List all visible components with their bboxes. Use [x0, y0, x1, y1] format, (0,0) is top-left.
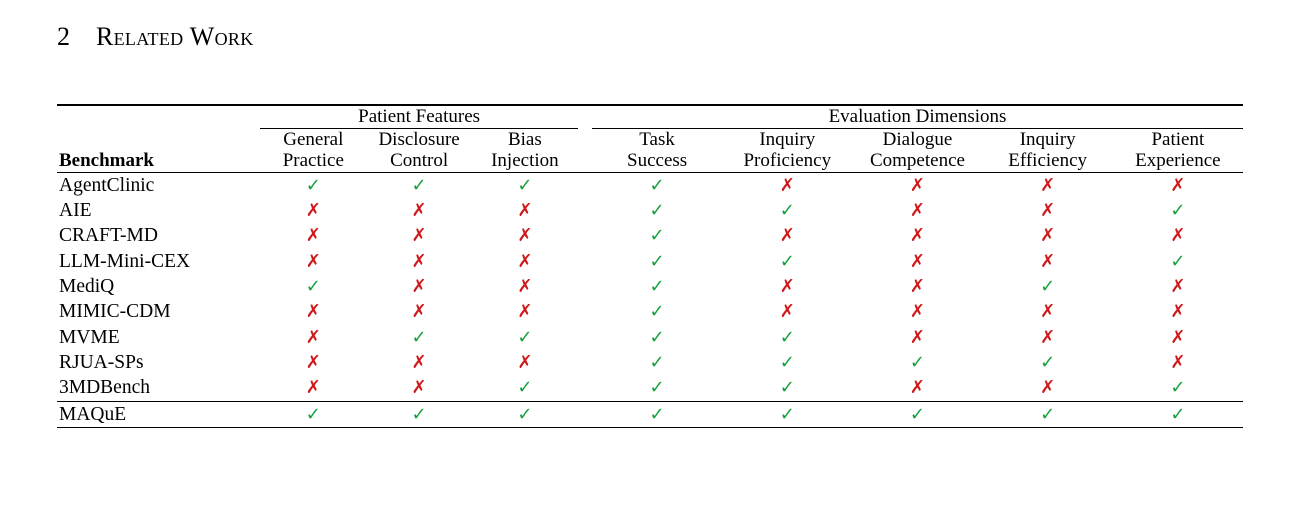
row-label: RJUA-SPs — [59, 351, 144, 373]
cross-icon: ✗ — [1170, 275, 1186, 297]
cell-3mdbench-task-success — [592, 375, 722, 401]
table-row-ours — [57, 402, 1243, 428]
cell-rjua-sps-inquiry-efficiency — [983, 350, 1113, 375]
cell-maque-inquiry-proficiency — [722, 402, 852, 428]
check-icon: ✓ — [649, 377, 665, 399]
cross-icon: ✗ — [909, 326, 926, 348]
table-body — [57, 105, 1243, 428]
cell-craft-md-disclosure-control — [366, 223, 472, 248]
column-header-inquiry-proficiency: Inquiry Proficiency — [743, 129, 832, 172]
column-header-inquiry-efficiency: Inquiry Efficiency — [1008, 129, 1088, 172]
cell-llm-mini-cex-inquiry-efficiency — [983, 249, 1113, 274]
cross-icon: ✗ — [411, 275, 427, 297]
cell-maque-inquiry-efficiency — [983, 402, 1113, 428]
cell-mimic-cdm-disclosure-control — [366, 299, 472, 324]
cell-llm-mini-cex-patient-experience — [1113, 249, 1243, 274]
cross-icon: ✗ — [1040, 250, 1056, 272]
check-icon: ✓ — [779, 250, 795, 272]
cell-craft-md-general-practice — [260, 223, 366, 248]
cross-icon: ✗ — [1170, 351, 1186, 373]
cell-aie-inquiry-proficiency — [722, 198, 852, 223]
cell-mvme-bias-injection — [472, 325, 578, 350]
page-title: Related Work — [96, 22, 254, 51]
cell-craft-md-bias-injection — [472, 223, 578, 248]
row-label: CRAFT-MD — [59, 225, 158, 247]
group-header-row — [57, 106, 1243, 129]
check-icon: ✓ — [1170, 403, 1186, 425]
cell-agentclinic-inquiry-proficiency — [722, 173, 852, 198]
cell-mimic-cdm-patient-experience — [1113, 299, 1243, 324]
check-icon: ✓ — [517, 326, 533, 348]
cross-icon: ✗ — [411, 377, 427, 399]
column-header-dialogue-competence: Dialogue Competence — [869, 129, 965, 172]
cell-mediq-inquiry-proficiency — [722, 274, 852, 299]
cell-mvme-inquiry-efficiency — [983, 325, 1113, 350]
column-header-task-success: Task Success — [627, 129, 688, 172]
cell-mvme-patient-experience — [1113, 325, 1243, 350]
cell-agentclinic-bias-injection — [472, 173, 578, 198]
column-header-disclosure-control: Disclosure Control — [378, 129, 460, 172]
table-row — [57, 223, 1243, 248]
cross-icon: ✗ — [779, 225, 795, 247]
check-icon: ✓ — [305, 403, 321, 425]
cell-aie-dialogue-competence — [852, 198, 982, 223]
cell-3mdbench-general-practice — [260, 375, 366, 401]
row-label: LLM-Mini-CEX — [59, 250, 191, 272]
cell-craft-md-dialogue-competence — [852, 223, 982, 248]
cross-icon: ✗ — [1170, 174, 1186, 196]
cell-maque-disclosure-control — [366, 402, 472, 428]
cell-rjua-sps-disclosure-control — [366, 350, 472, 375]
cell-3mdbench-disclosure-control — [366, 375, 472, 401]
row-label: MediQ — [59, 275, 115, 297]
table-bottom-rule — [57, 427, 1243, 428]
check-icon: ✓ — [305, 174, 321, 196]
cell-rjua-sps-inquiry-proficiency — [722, 350, 852, 375]
row-label: 3MDBench — [59, 377, 150, 399]
cross-icon: ✗ — [1040, 225, 1056, 247]
group-header-patient-features: Patient Features — [358, 106, 481, 127]
cross-icon: ✗ — [411, 351, 427, 373]
check-icon: ✓ — [649, 326, 665, 348]
cell-mediq-task-success — [592, 274, 722, 299]
cell-mediq-inquiry-efficiency — [983, 274, 1113, 299]
cell-agentclinic-general-practice — [260, 173, 366, 198]
check-icon: ✓ — [1170, 377, 1186, 399]
cell-craft-md-inquiry-proficiency — [722, 223, 852, 248]
check-icon: ✓ — [517, 403, 533, 425]
comparison-table — [57, 104, 1243, 428]
cross-icon: ✗ — [1040, 377, 1056, 399]
column-header-general-practice: General Practice — [282, 129, 344, 172]
cell-maque-patient-experience — [1113, 402, 1243, 428]
cross-icon: ✗ — [305, 377, 321, 399]
cell-mvme-inquiry-proficiency — [722, 325, 852, 350]
column-header-row — [57, 129, 1243, 172]
cell-aie-patient-experience — [1113, 198, 1243, 223]
cross-icon: ✗ — [305, 199, 321, 221]
table-row — [57, 350, 1243, 375]
check-icon: ✓ — [909, 351, 926, 373]
check-icon: ✓ — [649, 275, 665, 297]
cell-3mdbench-patient-experience — [1113, 375, 1243, 401]
row-label: MIMIC-CDM — [59, 301, 171, 323]
cell-agentclinic-inquiry-efficiency — [983, 173, 1113, 198]
cross-icon: ✗ — [305, 250, 321, 272]
cell-3mdbench-inquiry-efficiency — [983, 375, 1113, 401]
cell-maque-bias-injection — [472, 402, 578, 428]
cell-3mdbench-dialogue-competence — [852, 375, 982, 401]
column-header-benchmark: Benchmark — [59, 150, 154, 172]
cell-3mdbench-inquiry-proficiency — [722, 375, 852, 401]
cell-mediq-disclosure-control — [366, 274, 472, 299]
cell-mvme-disclosure-control — [366, 325, 472, 350]
cell-mediq-patient-experience — [1113, 274, 1243, 299]
cell-mimic-cdm-inquiry-proficiency — [722, 299, 852, 324]
cell-mediq-general-practice — [260, 274, 366, 299]
cell-agentclinic-dialogue-competence — [852, 173, 982, 198]
cross-icon: ✗ — [517, 199, 533, 221]
cell-aie-general-practice — [260, 198, 366, 223]
table-row — [57, 173, 1243, 198]
cell-aie-bias-injection — [472, 198, 578, 223]
cell-rjua-sps-general-practice — [260, 350, 366, 375]
check-icon: ✓ — [517, 174, 533, 196]
section-heading — [57, 22, 254, 52]
group-header-gap — [578, 106, 592, 129]
cross-icon: ✗ — [517, 275, 533, 297]
cross-icon: ✗ — [1040, 199, 1056, 221]
cross-icon: ✗ — [305, 225, 321, 247]
cell-rjua-sps-task-success — [592, 350, 722, 375]
cell-aie-disclosure-control — [366, 198, 472, 223]
check-icon: ✓ — [649, 250, 665, 272]
cell-maque-task-success — [592, 402, 722, 428]
cross-icon: ✗ — [1040, 326, 1056, 348]
check-icon: ✓ — [779, 199, 795, 221]
check-icon: ✓ — [1170, 199, 1186, 221]
cross-icon: ✗ — [1040, 174, 1056, 196]
cross-icon: ✗ — [779, 275, 795, 297]
check-icon: ✓ — [1170, 250, 1186, 272]
cross-icon: ✗ — [411, 199, 427, 221]
table-row — [57, 325, 1243, 350]
check-icon: ✓ — [779, 377, 795, 399]
check-icon: ✓ — [649, 351, 665, 373]
cross-icon: ✗ — [411, 301, 427, 323]
cross-icon: ✗ — [517, 225, 533, 247]
cell-mvme-task-success — [592, 325, 722, 350]
section-number: 2 — [57, 22, 70, 51]
cell-3mdbench-bias-injection — [472, 375, 578, 401]
cross-icon: ✗ — [779, 301, 795, 323]
table-row — [57, 198, 1243, 223]
check-icon: ✓ — [305, 275, 321, 297]
check-icon: ✓ — [779, 403, 795, 425]
cross-icon: ✗ — [909, 377, 926, 399]
row-label: MVME — [59, 326, 120, 348]
cross-icon: ✗ — [517, 250, 533, 272]
table-row — [57, 299, 1243, 324]
group-header-evaluation-dimensions: Evaluation Dimensions — [828, 106, 1007, 127]
cell-llm-mini-cex-task-success — [592, 249, 722, 274]
row-label-ours: MAQuE — [59, 403, 127, 425]
cell-llm-mini-cex-dialogue-competence — [852, 249, 982, 274]
cell-mediq-dialogue-competence — [852, 274, 982, 299]
check-icon: ✓ — [649, 199, 665, 221]
cell-mvme-dialogue-competence — [852, 325, 982, 350]
cell-rjua-sps-dialogue-competence — [852, 350, 982, 375]
cell-rjua-sps-patient-experience — [1113, 350, 1243, 375]
check-icon: ✓ — [411, 403, 427, 425]
cell-mediq-bias-injection — [472, 274, 578, 299]
cell-aie-task-success — [592, 198, 722, 223]
check-icon: ✓ — [1040, 351, 1056, 373]
cross-icon: ✗ — [909, 225, 926, 247]
check-icon: ✓ — [1040, 275, 1056, 297]
table-row — [57, 249, 1243, 274]
benchmark-table — [57, 104, 1243, 428]
cross-icon: ✗ — [909, 199, 926, 221]
check-icon: ✓ — [779, 326, 795, 348]
cell-llm-mini-cex-inquiry-proficiency — [722, 249, 852, 274]
check-icon: ✓ — [517, 377, 533, 399]
cell-rjua-sps-bias-injection — [472, 350, 578, 375]
cell-craft-md-task-success — [592, 223, 722, 248]
cross-icon: ✗ — [909, 174, 926, 196]
check-icon: ✓ — [411, 326, 427, 348]
cell-mimic-cdm-general-practice — [260, 299, 366, 324]
cell-mimic-cdm-dialogue-competence — [852, 299, 982, 324]
cell-llm-mini-cex-bias-injection — [472, 249, 578, 274]
check-icon: ✓ — [909, 403, 926, 425]
cross-icon: ✗ — [1170, 326, 1186, 348]
row-label: AgentClinic — [59, 174, 155, 196]
check-icon: ✓ — [649, 174, 665, 196]
check-icon: ✓ — [649, 225, 665, 247]
cross-icon: ✗ — [1170, 301, 1186, 323]
cell-mvme-general-practice — [260, 325, 366, 350]
cell-maque-dialogue-competence — [852, 402, 982, 428]
table-row — [57, 375, 1243, 401]
cell-craft-md-patient-experience — [1113, 223, 1243, 248]
column-header-patient-experience: Patient Experience — [1135, 129, 1221, 172]
cell-agentclinic-disclosure-control — [366, 173, 472, 198]
cross-icon: ✗ — [411, 250, 427, 272]
cell-mimic-cdm-inquiry-efficiency — [983, 299, 1113, 324]
cross-icon: ✗ — [517, 351, 533, 373]
cross-icon: ✗ — [909, 301, 926, 323]
row-label: AIE — [59, 199, 92, 221]
cross-icon: ✗ — [909, 250, 926, 272]
check-icon: ✓ — [649, 403, 665, 425]
cell-agentclinic-patient-experience — [1113, 173, 1243, 198]
cross-icon: ✗ — [1170, 225, 1186, 247]
cross-icon: ✗ — [517, 301, 533, 323]
cross-icon: ✗ — [909, 275, 926, 297]
cross-icon: ✗ — [305, 351, 321, 373]
cell-craft-md-inquiry-efficiency — [983, 223, 1113, 248]
check-icon: ✓ — [779, 351, 795, 373]
cell-aie-inquiry-efficiency — [983, 198, 1113, 223]
column-header-bias-injection: Bias Injection — [491, 129, 559, 172]
table-row — [57, 274, 1243, 299]
check-icon: ✓ — [1040, 403, 1056, 425]
cell-agentclinic-task-success — [592, 173, 722, 198]
cross-icon: ✗ — [305, 301, 321, 323]
group-header-spacer — [57, 106, 260, 129]
cross-icon: ✗ — [411, 225, 427, 247]
check-icon: ✓ — [649, 301, 665, 323]
cell-mimic-cdm-task-success — [592, 299, 722, 324]
cell-llm-mini-cex-general-practice — [260, 249, 366, 274]
cell-mimic-cdm-bias-injection — [472, 299, 578, 324]
cell-maque-general-practice — [260, 402, 366, 428]
cell-llm-mini-cex-disclosure-control — [366, 249, 472, 274]
cross-icon: ✗ — [1040, 301, 1056, 323]
cross-icon: ✗ — [305, 326, 321, 348]
check-icon: ✓ — [411, 174, 427, 196]
cross-icon: ✗ — [779, 174, 795, 196]
